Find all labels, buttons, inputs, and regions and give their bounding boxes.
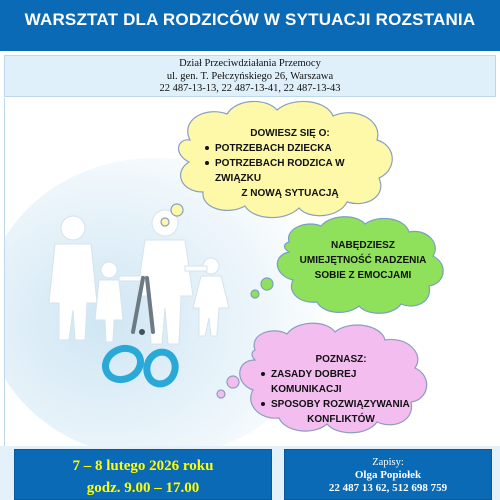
organization-info — [4, 55, 496, 97]
main-panel — [4, 98, 496, 446]
bubble-know-continuation: KONFLIKTÓW — [307, 414, 375, 425]
organization-address: ul. gen. T. Pełczyńskiego 26, Warszawa — [166, 70, 334, 82]
registration-name: Olga Popiołek — [354, 469, 422, 481]
bubble-learn-item: POTRZEBACH RODZICA W ZWIĄZKU — [205, 156, 375, 186]
bubble-know-item: ZASADY DOBREJ KOMUNIKACJI — [261, 367, 421, 397]
schedule-dates: 7 – 8 lutego 2026 roku — [72, 458, 214, 474]
schedule-hours: godz. 9.00 – 17.00 — [86, 480, 200, 496]
bubble-learn-heading: DOWIESZ SIĘ O: — [250, 128, 330, 139]
schedule-box — [14, 449, 272, 500]
bubble-skill-line: UMIEJĘTNOŚĆ RADZENIA — [299, 255, 427, 266]
registration-phones: 22 487 13 62, 512 698 759 — [328, 482, 448, 494]
bubble-know-heading: POZNASZ: — [315, 354, 367, 365]
bubble-learn-continuation: Z NOWĄ SYTUACJĄ — [241, 188, 339, 199]
bubble-learn-item: POTRZEBACH DZIECKA — [205, 141, 375, 156]
bubble-skill-line: NABĘDZIESZ — [331, 240, 395, 251]
bubble-know-content — [261, 352, 421, 427]
bubble-learn-content — [205, 126, 375, 201]
registration-box — [284, 449, 492, 500]
header-banner — [0, 0, 500, 54]
organization-phones: 22 487-13-13, 22 487-13-41, 22 487-13-43 — [159, 83, 341, 94]
bubble-skill-line: SOBIE Z EMOCJAMI — [314, 270, 412, 281]
organization-name: Dział Przeciwdziałania Przemocy — [179, 58, 321, 69]
page-title: WARSZTAT DLA RODZICÓW W SYTUACJI ROZSTANIA — [24, 10, 476, 29]
bubble-skill-content — [297, 238, 429, 283]
registration-label: Zapisy: — [372, 457, 404, 468]
bubble-know-item: SPOSOBY ROZWIĄZYWANIA — [261, 397, 421, 412]
